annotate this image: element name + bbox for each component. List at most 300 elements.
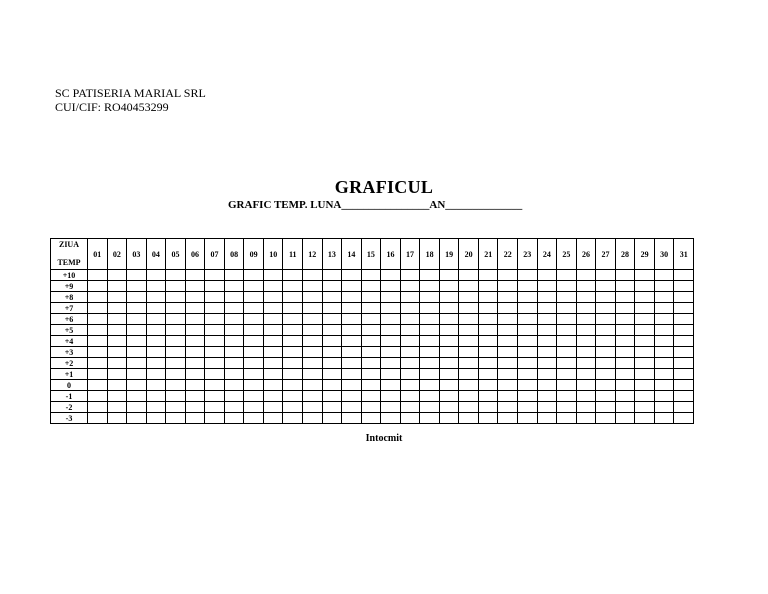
grid-cell	[244, 270, 264, 281]
grid-cell	[381, 314, 401, 325]
grid-cell	[420, 325, 440, 336]
grid-cell	[205, 281, 225, 292]
table-row	[51, 292, 694, 303]
corner-temp-label: TEMP	[57, 258, 81, 267]
grid-cell	[420, 391, 440, 402]
grid-cell	[185, 358, 205, 369]
grid-cell	[478, 303, 498, 314]
grid-cell	[478, 347, 498, 358]
grid-cell	[557, 369, 577, 380]
grid-cell	[674, 380, 694, 391]
grid-cell	[400, 391, 420, 402]
grid-cell	[342, 380, 362, 391]
grid-cell	[146, 369, 166, 380]
grid-cell	[439, 358, 459, 369]
grid-cell	[322, 402, 342, 413]
grid-cell	[381, 347, 401, 358]
grid-cell	[342, 347, 362, 358]
grid-cell	[322, 347, 342, 358]
grid-cell	[537, 369, 557, 380]
grid-cell	[303, 347, 323, 358]
temp-row-label: +10	[51, 270, 88, 281]
table-row	[51, 281, 694, 292]
grid-cell	[146, 402, 166, 413]
grid-cell	[342, 369, 362, 380]
grid-cell	[400, 314, 420, 325]
grid-cell	[439, 347, 459, 358]
grid-cell	[224, 380, 244, 391]
grid-cell	[166, 402, 186, 413]
grid-cell	[654, 336, 674, 347]
grid-cell	[322, 358, 342, 369]
grid-cell	[459, 391, 479, 402]
grid-cell	[537, 402, 557, 413]
table-row	[51, 402, 694, 413]
grid-cell	[107, 325, 127, 336]
grid-cell	[381, 391, 401, 402]
day-header-21: 21	[478, 239, 498, 270]
grid-cell	[205, 358, 225, 369]
grid-cell	[557, 402, 577, 413]
grid-cell	[224, 413, 244, 424]
grid-cell	[244, 402, 264, 413]
grid-cell	[439, 402, 459, 413]
grid-cell	[596, 358, 616, 369]
grid-cell	[361, 402, 381, 413]
day-header-14: 14	[342, 239, 362, 270]
grid-cell	[459, 325, 479, 336]
grid-cell	[88, 303, 108, 314]
grid-cell	[576, 380, 596, 391]
grid-cell	[283, 270, 303, 281]
grid-cell	[420, 292, 440, 303]
grid-cell	[283, 314, 303, 325]
grid-cell	[478, 358, 498, 369]
grid-cell	[107, 369, 127, 380]
grid-cell	[596, 270, 616, 281]
grid-cell	[596, 402, 616, 413]
grid-cell	[342, 413, 362, 424]
grid-cell	[107, 358, 127, 369]
day-header-15: 15	[361, 239, 381, 270]
grid-cell	[303, 270, 323, 281]
grid-cell	[654, 391, 674, 402]
grid-cell	[166, 303, 186, 314]
grid-cell	[420, 281, 440, 292]
grid-cell	[185, 380, 205, 391]
grid-cell	[127, 292, 147, 303]
grid-cell	[263, 270, 283, 281]
grid-cell	[166, 413, 186, 424]
grid-cell	[381, 292, 401, 303]
temp-row-label: +7	[51, 303, 88, 314]
grid-cell	[635, 303, 655, 314]
grid-cell	[283, 369, 303, 380]
grid-cell	[478, 281, 498, 292]
grid-cell	[439, 292, 459, 303]
grid-cell	[498, 303, 518, 314]
company-name: SC PATISERIA MARIAL SRL	[55, 86, 206, 100]
grid-cell	[576, 270, 596, 281]
grid-cell	[244, 303, 264, 314]
grid-cell	[498, 391, 518, 402]
grid-cell	[615, 292, 635, 303]
grid-cell	[107, 347, 127, 358]
grid-cell	[88, 402, 108, 413]
temp-row-label: 0	[51, 380, 88, 391]
grid-cell	[518, 270, 538, 281]
grid-cell	[420, 303, 440, 314]
grid-cell	[381, 281, 401, 292]
grid-cell	[283, 413, 303, 424]
grid-cell	[263, 413, 283, 424]
temp-row-label: +3	[51, 347, 88, 358]
grid-cell	[127, 402, 147, 413]
grid-cell	[400, 413, 420, 424]
day-header-30: 30	[654, 239, 674, 270]
grid-cell	[381, 270, 401, 281]
grid-cell	[498, 281, 518, 292]
grid-cell	[498, 292, 518, 303]
grid-cell	[263, 303, 283, 314]
grid-cell	[107, 281, 127, 292]
grid-cell	[303, 369, 323, 380]
grid-cell	[635, 347, 655, 358]
grid-cell	[342, 358, 362, 369]
grid-cell	[244, 336, 264, 347]
grid-cell	[107, 391, 127, 402]
grid-cell	[537, 347, 557, 358]
grid-cell	[635, 391, 655, 402]
grid-cell	[88, 336, 108, 347]
grid-cell	[459, 358, 479, 369]
grid-cell	[107, 314, 127, 325]
grid-cell	[361, 281, 381, 292]
table-row	[51, 358, 694, 369]
grid-cell	[185, 336, 205, 347]
grid-cell	[166, 358, 186, 369]
corner-cell	[51, 239, 88, 270]
grid-cell	[654, 292, 674, 303]
grid-cell	[263, 369, 283, 380]
grid-cell	[205, 347, 225, 358]
grid-cell	[498, 314, 518, 325]
grid-cell	[654, 270, 674, 281]
grid-cell	[166, 314, 186, 325]
day-header-12: 12	[303, 239, 323, 270]
grid-cell	[146, 391, 166, 402]
grid-cell	[224, 303, 244, 314]
grid-cell	[615, 336, 635, 347]
grid-cell	[654, 380, 674, 391]
grid-cell	[146, 325, 166, 336]
grid-cell	[342, 303, 362, 314]
grid-cell	[439, 413, 459, 424]
grid-cell	[381, 358, 401, 369]
grid-cell	[283, 402, 303, 413]
grid-cell	[381, 402, 401, 413]
grid-cell	[263, 292, 283, 303]
grid-cell	[322, 380, 342, 391]
grid-cell	[166, 270, 186, 281]
grid-cell	[674, 303, 694, 314]
day-header-09: 09	[244, 239, 264, 270]
grid-cell	[674, 347, 694, 358]
grid-cell	[400, 369, 420, 380]
grid-cell	[478, 391, 498, 402]
grid-cell	[459, 314, 479, 325]
grid-cell	[557, 314, 577, 325]
grid-cell	[244, 292, 264, 303]
grid-cell	[459, 369, 479, 380]
grid-cell	[478, 402, 498, 413]
grid-cell	[107, 402, 127, 413]
day-header-26: 26	[576, 239, 596, 270]
grid-cell	[400, 347, 420, 358]
day-header-16: 16	[381, 239, 401, 270]
grid-cell	[635, 314, 655, 325]
grid-cell	[576, 347, 596, 358]
grid-cell	[166, 391, 186, 402]
grid-cell	[127, 391, 147, 402]
header-row	[51, 239, 694, 270]
grid-cell	[557, 303, 577, 314]
grid-cell	[166, 292, 186, 303]
grid-cell	[303, 380, 323, 391]
grid-cell	[88, 369, 108, 380]
day-header-18: 18	[420, 239, 440, 270]
grid-cell	[185, 314, 205, 325]
grid-cell	[88, 413, 108, 424]
grid-cell	[322, 314, 342, 325]
grid-cell	[459, 402, 479, 413]
day-header-06: 06	[185, 239, 205, 270]
grid-cell	[537, 314, 557, 325]
grid-cell	[244, 325, 264, 336]
table-row	[51, 369, 694, 380]
grid-cell	[146, 358, 166, 369]
grid-cell	[400, 270, 420, 281]
grid-cell	[576, 402, 596, 413]
grid-cell	[205, 336, 225, 347]
grid-cell	[244, 347, 264, 358]
grid-cell	[518, 402, 538, 413]
grid-cell	[615, 402, 635, 413]
grid-cell	[88, 314, 108, 325]
grid-cell	[146, 380, 166, 391]
grid-cell	[185, 281, 205, 292]
grid-cell	[166, 281, 186, 292]
grid-cell	[400, 358, 420, 369]
table-row	[51, 391, 694, 402]
grid-cell	[674, 369, 694, 380]
table-row	[51, 270, 694, 281]
grid-cell	[322, 391, 342, 402]
grid-cell	[283, 292, 303, 303]
grid-cell	[635, 325, 655, 336]
grid-cell	[674, 314, 694, 325]
grid-cell	[615, 303, 635, 314]
grid-cell	[596, 292, 616, 303]
grid-cell	[596, 413, 616, 424]
table-row	[51, 413, 694, 424]
grid-cell	[322, 413, 342, 424]
grid-cell	[381, 303, 401, 314]
grid-cell	[244, 358, 264, 369]
day-header-19: 19	[439, 239, 459, 270]
grid-cell	[342, 402, 362, 413]
grid-cell	[88, 270, 108, 281]
grid-cell	[518, 391, 538, 402]
table-row	[51, 380, 694, 391]
grid-cell	[478, 270, 498, 281]
grid-cell	[420, 347, 440, 358]
grid-cell	[146, 413, 166, 424]
grid-cell	[654, 303, 674, 314]
grid-cell	[361, 358, 381, 369]
grid-cell	[420, 358, 440, 369]
company-cui: CUI/CIF: RO40453299	[55, 100, 169, 114]
grid-cell	[537, 413, 557, 424]
grid-cell	[205, 391, 225, 402]
grid-cell	[596, 336, 616, 347]
grid-cell	[576, 325, 596, 336]
grid-cell	[498, 336, 518, 347]
grid-cell	[283, 347, 303, 358]
grid-cell	[303, 281, 323, 292]
grid-cell	[88, 347, 108, 358]
grid-cell	[478, 380, 498, 391]
grid-cell	[420, 369, 440, 380]
grid-cell	[674, 270, 694, 281]
grid-cell	[127, 380, 147, 391]
grid-cell	[439, 336, 459, 347]
grid-cell	[342, 292, 362, 303]
grid-cell	[224, 402, 244, 413]
grid-cell	[263, 281, 283, 292]
grid-cell	[224, 281, 244, 292]
grid-cell	[576, 281, 596, 292]
temp-row-label: +8	[51, 292, 88, 303]
grid-cell	[244, 369, 264, 380]
grid-cell	[439, 270, 459, 281]
grid-cell	[635, 336, 655, 347]
temp-row-label: -2	[51, 402, 88, 413]
grid-cell	[615, 347, 635, 358]
temp-row-label: -1	[51, 391, 88, 402]
grid-cell	[654, 358, 674, 369]
grid-cell	[322, 336, 342, 347]
grid-cell	[322, 303, 342, 314]
grid-cell	[635, 402, 655, 413]
grid-cell	[518, 369, 538, 380]
grid-cell	[654, 314, 674, 325]
grid-cell	[166, 325, 186, 336]
grid-cell	[674, 336, 694, 347]
temp-row-label: +9	[51, 281, 88, 292]
grid-cell	[283, 303, 303, 314]
day-header-11: 11	[283, 239, 303, 270]
grid-cell	[146, 270, 166, 281]
grid-cell	[439, 303, 459, 314]
grid-cell	[576, 336, 596, 347]
grid-cell	[205, 402, 225, 413]
grid-cell	[185, 270, 205, 281]
grid-cell	[224, 358, 244, 369]
grid-cell	[674, 281, 694, 292]
grid-cell	[576, 413, 596, 424]
grid-cell	[361, 336, 381, 347]
grid-cell	[361, 314, 381, 325]
grid-cell	[283, 336, 303, 347]
grid-cell	[420, 270, 440, 281]
grid-cell	[537, 303, 557, 314]
grid-cell	[537, 336, 557, 347]
grid-cell	[205, 413, 225, 424]
grid-cell	[596, 303, 616, 314]
grid-cell	[596, 391, 616, 402]
grid-cell	[635, 358, 655, 369]
grid-cell	[576, 358, 596, 369]
grid-cell	[205, 369, 225, 380]
grid-cell	[322, 270, 342, 281]
grid-cell	[518, 314, 538, 325]
grid-cell	[674, 358, 694, 369]
grid-cell	[498, 358, 518, 369]
grid-cell	[361, 347, 381, 358]
table-row	[51, 314, 694, 325]
grid-cell	[263, 402, 283, 413]
grid-cell	[303, 402, 323, 413]
grid-cell	[576, 303, 596, 314]
grid-cell	[596, 347, 616, 358]
day-header-02: 02	[107, 239, 127, 270]
grid-cell	[459, 303, 479, 314]
grid-cell	[557, 358, 577, 369]
grid-cell	[224, 314, 244, 325]
grid-cell	[127, 281, 147, 292]
temp-row-label: -3	[51, 413, 88, 424]
grid-cell	[361, 380, 381, 391]
grid-cell	[439, 391, 459, 402]
grid-cell	[88, 358, 108, 369]
grid-cell	[557, 336, 577, 347]
grid-cell	[615, 369, 635, 380]
grid-cell	[185, 303, 205, 314]
grid-cell	[400, 336, 420, 347]
grid-cell	[537, 281, 557, 292]
company-info	[55, 86, 206, 114]
grid-cell	[478, 413, 498, 424]
grid-cell	[88, 281, 108, 292]
day-header-27: 27	[596, 239, 616, 270]
corner-ziua-label: ZIUA	[58, 240, 79, 249]
grid-cell	[420, 413, 440, 424]
grid-cell	[635, 369, 655, 380]
day-header-04: 04	[146, 239, 166, 270]
grid-cell	[576, 314, 596, 325]
grid-cell	[654, 413, 674, 424]
grid-cell	[635, 380, 655, 391]
grid-cell	[518, 281, 538, 292]
grid-cell	[185, 325, 205, 336]
grid-cell	[342, 336, 362, 347]
grid-cell	[244, 413, 264, 424]
grid-cell	[303, 303, 323, 314]
grid-cell	[185, 292, 205, 303]
table-row	[51, 336, 694, 347]
grid-cell	[557, 413, 577, 424]
